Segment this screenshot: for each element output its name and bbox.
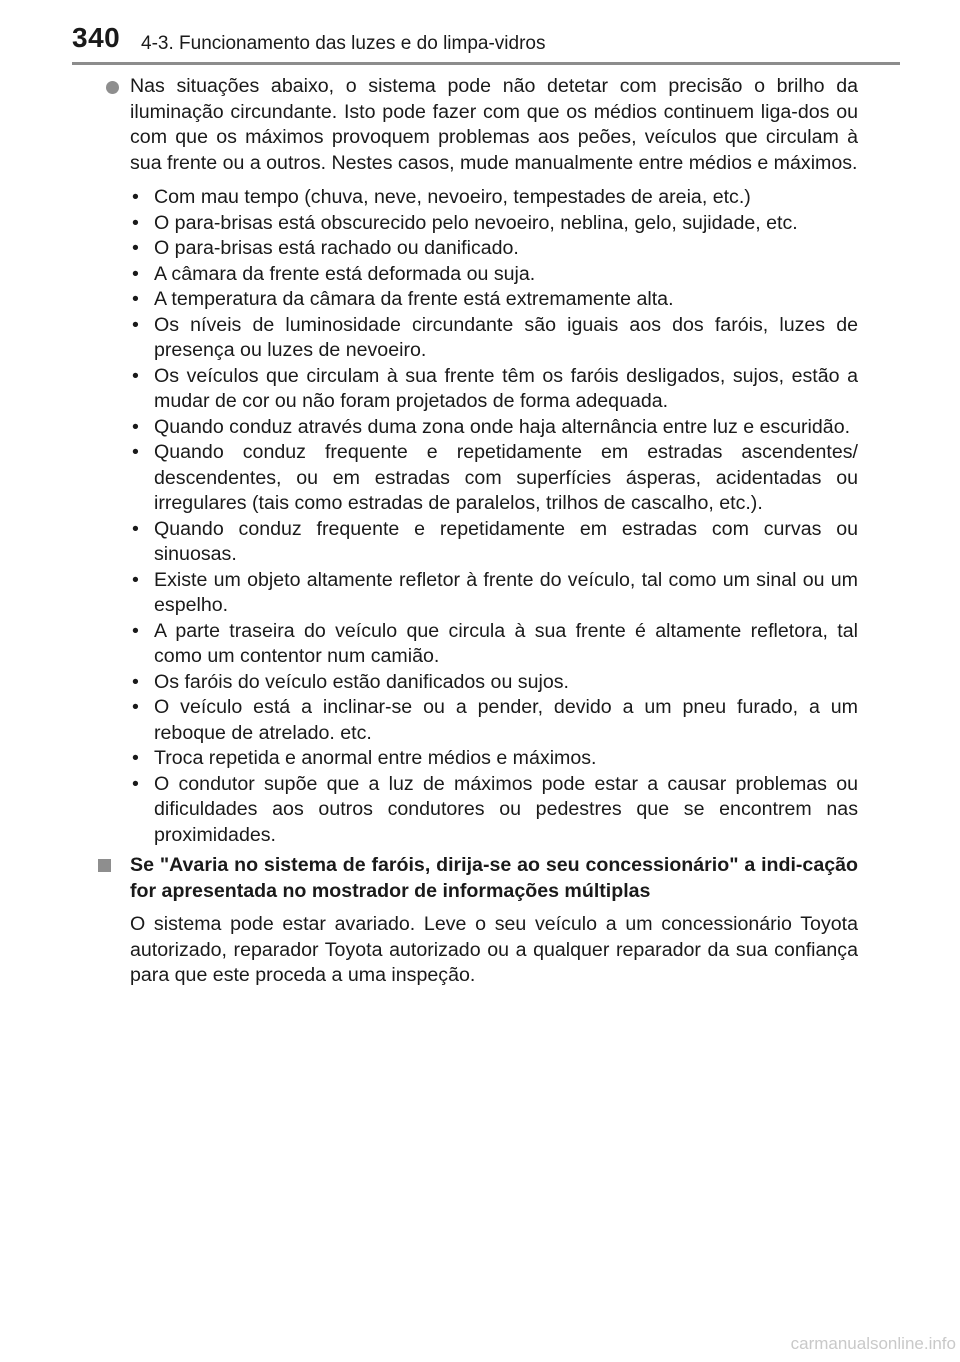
list-item: • O para-brisas está rachado ou danificado. [130,236,858,262]
list-item: • A câmara da frente está deformada ou suja. [130,262,858,288]
bullet-icon: • [132,568,139,591]
bullet-icon: • [132,186,139,208]
section-body: O sistema pode estar avariado. Leve o seu veículo a um concessionário Toyota autorizado, reparador Toyota autorizado ou a qualquer reparador da sua confiança para que este proceda a uma inspeção. [130,913,858,986]
header-rule [72,62,900,65]
bullet-icon: • [132,747,139,769]
list-item: • A parte traseira do veículo que circula à sua frente é altamente refletora, tal como um contentor num camião. [132,619,858,667]
intro-text: Nas situações abaixo, o sistema pode não detetar com precisão o brilho da iluminação circundante. Isto pode fazer com que os médios continuem liga-dos ou com que os máximos provoquem problemas aos peões, veículos que circulam à sua frente ou a outros. Nestes casos, mude manualmente entre médios e máximos. [130,75,858,174]
list-item: • Os veículos que circulam à sua frente têm os faróis desligados, sujos, estão a mudar de cor ou não foram projetados de forma adequada. [132,364,858,412]
intro-paragraph [98,74,858,176]
bullet-icon: • [132,415,139,438]
bullet-icon: • [132,364,139,387]
bullet-icon: • [132,772,139,795]
page-number: 340 [72,22,121,53]
list-item: • O veículo está a inclinar-se ou a pender, devido a um pneu furado, a um reboque de atrelado. etc. [132,696,858,744]
page-content [98,74,858,989]
section-heading: Se "Avaria no sistema de faróis, dirija-se ao seu concessionário" a indi-cação for apresentada no mostrador de informações múltiplas [130,854,858,902]
list-item: • O condutor supõe que a luz de máximos pode estar a causar problemas ou dificuldades aos outros condutores ou pedestres que se encontrem nas proximidades. [132,772,858,846]
list-item: • Os faróis do veículo estão danificados ou sujos. [130,670,858,696]
bullet-icon: • [132,517,139,540]
list-item: • Quando conduz através duma zona onde haja alternância entre luz e escuridão. [130,415,858,441]
bullet-icon: • [132,262,139,285]
section-title: 4-3. Funcionamento das luzes e do limpa-vidros [141,33,546,54]
list-item: • Quando conduz frequente e repetidamente em estradas ascendentes/ descendentes, ou em estradas com superfícies ásperas, acidentadas ou irregulares (tais como estradas de paralelos, trilhos de cascalho, etc.). [132,441,858,514]
square-bullet-icon [98,859,111,872]
list-item: • Troca repetida e anormal entre médios e máximos. [130,746,858,772]
bullet-icon: • [132,288,139,310]
bullet-icon: • [132,237,139,259]
section-heading-block [98,853,858,904]
bullet-icon: • [132,619,139,642]
list-item: • Com mau tempo (chuva, neve, nevoeiro, tempestades de areia, etc.) [130,185,858,211]
bullet-icon: • [132,313,139,336]
list-item: • Os níveis de luminosidade circundante são iguais aos dos faróis, luzes de presença ou luzes de nevoeiro. [132,313,858,361]
watermark: carmanualsonline.info [790,1334,956,1353]
bullet-icon: • [132,670,139,693]
list-item: • A temperatura da câmara da frente está extremamente alta. [130,287,858,313]
conditions-list [98,185,858,848]
list-item: • Existe um objeto altamente refletor à frente do veículo, tal como um sinal ou um espelho. [132,568,858,616]
bullet-icon: • [132,696,139,718]
bullet-icon: • [132,441,139,463]
circle-bullet-icon [106,81,119,94]
bullet-icon: • [132,211,139,234]
list-item: • O para-brisas está obscurecido pelo nevoeiro, neblina, gelo, sujidade, etc. [130,211,858,237]
list-item: • Quando conduz frequente e repetidamente em estradas com curvas ou sinuosas. [132,517,858,565]
